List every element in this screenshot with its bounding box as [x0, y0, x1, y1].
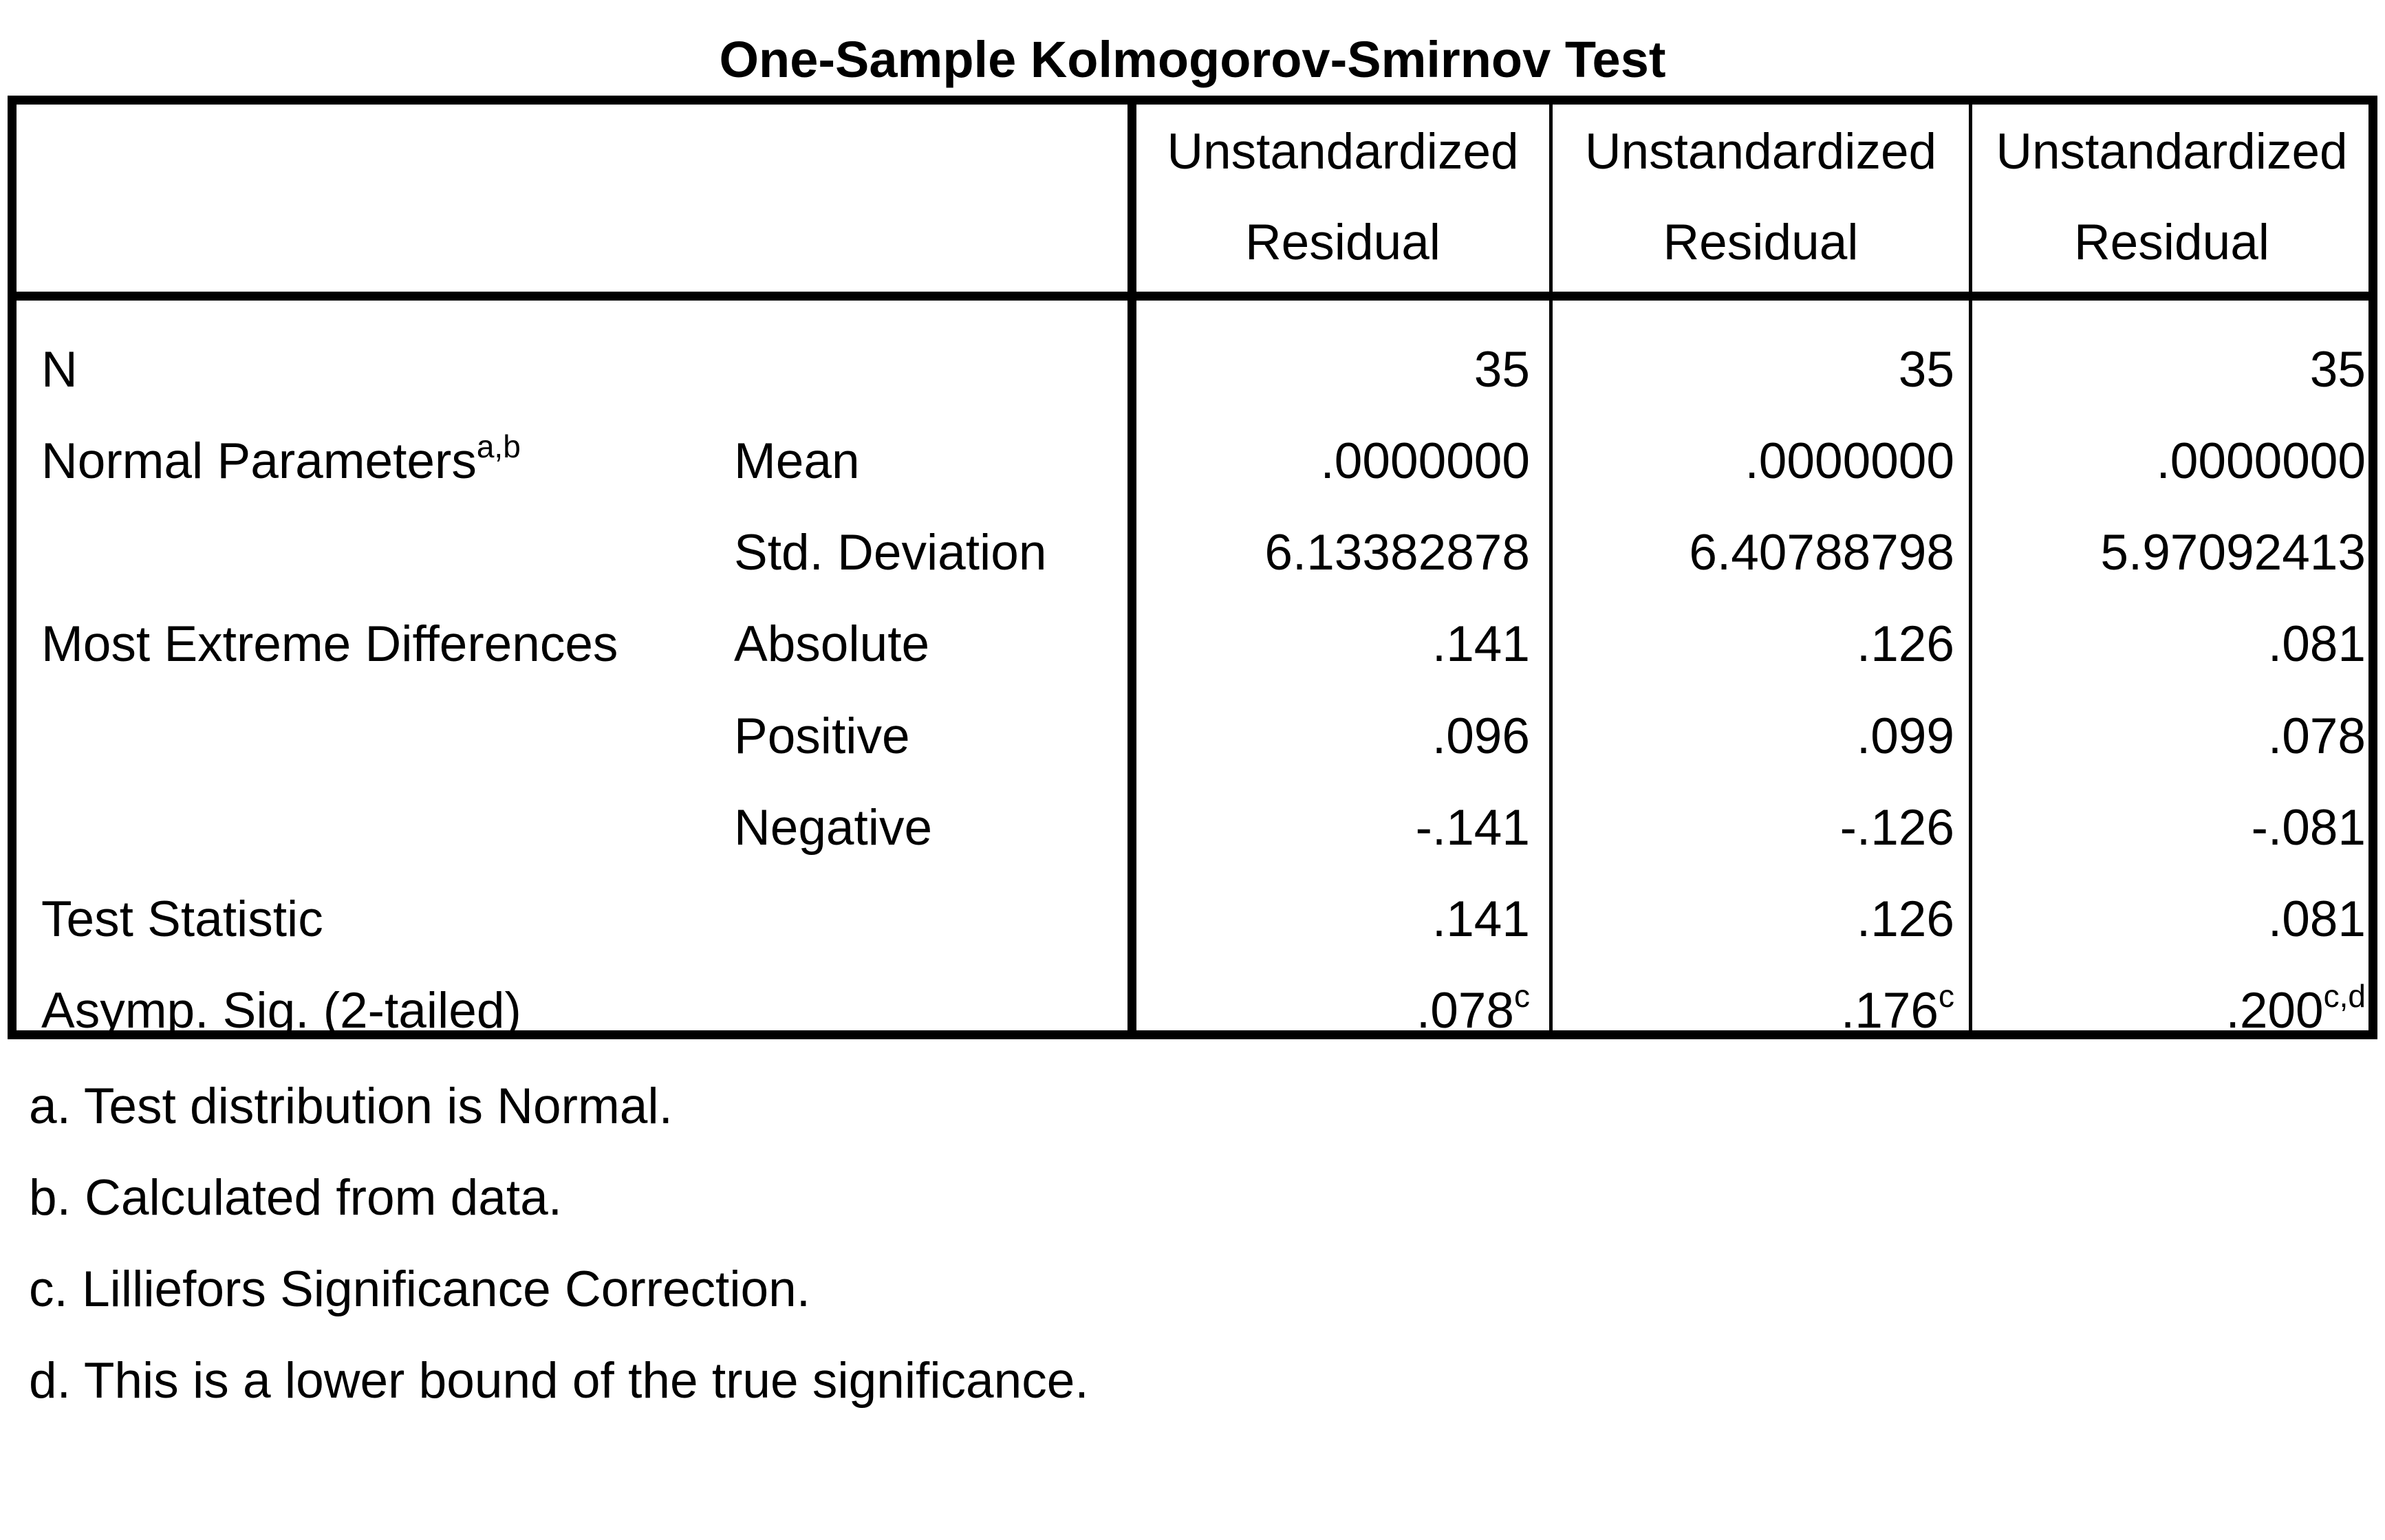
footnote-a: a. Test distribution is Normal. [29, 1078, 673, 1134]
table-cell: .0000000 [2156, 433, 2366, 489]
table-cell: 6.13382878 [1264, 525, 1530, 581]
footnote-marker: c,d [2323, 978, 2366, 1014]
table-cell: .200$^{c,d}$ [2225, 978, 2366, 1039]
table-cell: .141 [1432, 616, 1530, 672]
table-cell: .176$^c$ [1840, 978, 1954, 1039]
table-cell: .081 [2267, 616, 2366, 672]
ks-test-table [8, 96, 2377, 1039]
column-header-2: Unstandardized Residual [1584, 124, 1937, 270]
footnote-marker: c [1939, 978, 1954, 1014]
row-label: Test Statistic [41, 891, 323, 947]
row-sublabel: Mean [734, 433, 860, 489]
table-cell: 35 [1474, 342, 1530, 398]
table-cell: 6.40788798 [1689, 525, 1954, 581]
footnote-marker: c [1514, 978, 1530, 1014]
footnote-b: b. Calculated from data. [29, 1170, 563, 1226]
row-label: Normal Parameters$^{a,b}$ [41, 429, 521, 489]
footnote-c: c. Lilliefors Significance Correction. [29, 1261, 811, 1317]
column-header-3: Unstandardized Residual [1996, 124, 2348, 270]
table-cell: .0000000 [1320, 433, 1530, 489]
table-cell: .126 [1856, 891, 1954, 947]
row-label: N [41, 342, 78, 398]
table-cell: .078 [2267, 708, 2366, 764]
column-header-1: Unstandardized Residual [1167, 124, 1519, 270]
table-cell: -.141 [1415, 800, 1530, 856]
row-sublabel: Negative [734, 800, 933, 856]
row-label: Asymp. Sig. (2-tailed) [41, 983, 521, 1039]
row-sublabel: Absolute [734, 616, 930, 672]
row-label: Most Extreme Differences [41, 616, 618, 672]
footnote-marker: a,b [476, 429, 521, 464]
row-sublabel: Std. Deviation [734, 525, 1047, 581]
table-cell: 35 [2309, 342, 2366, 398]
row-sublabel: Positive [734, 708, 910, 764]
row-header-divider [1127, 105, 1136, 1030]
table-cell: .096 [1432, 708, 1530, 764]
table-cell: -.081 [2251, 800, 2366, 856]
table-cell: .141 [1432, 891, 1530, 947]
table-cell: .099 [1856, 708, 1954, 764]
table-cell: -.126 [1839, 800, 1954, 856]
table-cell: 5.97092413 [2100, 525, 2366, 581]
table-title: One-Sample Kolmogorov-Smirnov Test [719, 31, 1666, 88]
table-cell: .126 [1856, 616, 1954, 672]
header-divider [17, 292, 2368, 301]
footnote-d: d. This is a lower bound of the true significance. [29, 1353, 1089, 1409]
table-cell: .081 [2267, 891, 2366, 947]
table-cell: 35 [1898, 342, 1954, 398]
table-cell: .0000000 [1745, 433, 1954, 489]
table-cell: .078$^c$ [1416, 978, 1530, 1039]
